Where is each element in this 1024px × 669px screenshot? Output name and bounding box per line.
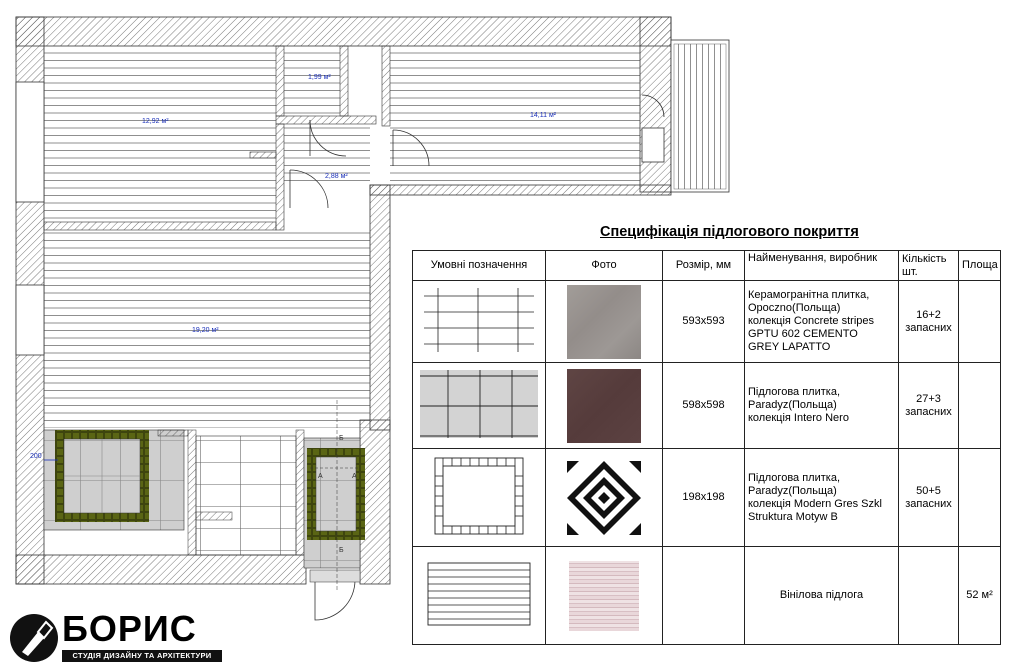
section-mark-a-right: А <box>352 473 357 480</box>
area-label-room-4: 2,88 м² <box>325 173 348 180</box>
qty-note: запасних <box>905 497 952 510</box>
spec-table <box>412 250 1001 645</box>
photo-cell <box>546 449 663 547</box>
qty-cell <box>899 281 959 363</box>
grid-lines-icon <box>424 288 534 352</box>
photo-cell <box>546 363 663 449</box>
symbol-cell <box>413 449 546 547</box>
area-cell <box>959 449 1001 547</box>
bathroom-right <box>304 400 365 590</box>
logo-tagline: СТУДІЯ ДИЗАЙНУ ТА АРХІТЕКТУРИ <box>62 650 222 662</box>
bathroom-middle <box>188 430 304 555</box>
area-label-room-5: 19,20 м² <box>192 327 219 334</box>
brush-logo-icon <box>8 612 60 664</box>
name-line: колекція Intero Nero <box>748 412 849 424</box>
size-cell <box>663 547 745 645</box>
section-mark-b-top: Б <box>339 435 344 442</box>
qty-cell <box>899 547 959 645</box>
name-line: GREY LAPATTO <box>748 341 831 353</box>
bathroom-left <box>44 430 188 530</box>
area-label-room-1: 12,92 м² <box>142 118 169 125</box>
symbol-cell <box>413 281 546 363</box>
table-row <box>413 281 1001 363</box>
name-cell <box>745 547 899 645</box>
name-line: Opoczno(Польща) <box>748 302 841 314</box>
area-label-room-3: 14,11 м² <box>530 112 557 119</box>
header-qty: Кількість шт. <box>899 251 959 281</box>
table-header-row <box>413 251 1001 281</box>
symbol-cell <box>413 363 546 449</box>
qty-cell <box>899 363 959 449</box>
horizontal-planks-icon <box>427 562 531 626</box>
area-cell: 52 м² <box>959 547 1001 645</box>
section-mark-b-bottom: Б <box>339 547 344 554</box>
header-symbol: Умовні позначення <box>413 251 546 281</box>
name-line: колекція Concrete stripes <box>748 315 875 327</box>
bordered-square-icon <box>429 454 529 538</box>
size-cell: 593x593 <box>663 281 745 363</box>
black-white-diamond-tile-photo <box>567 461 641 535</box>
name-line: Підлогова плитка, <box>748 386 840 398</box>
table-row <box>413 449 1001 547</box>
header-size: Розмір, мм <box>663 251 745 281</box>
name-cell <box>745 281 899 363</box>
section-mark-a-left: А <box>318 473 323 480</box>
photo-cell <box>546 281 663 363</box>
balcony <box>671 40 729 192</box>
dimension-label: 200 <box>30 453 42 460</box>
qty-cell <box>899 449 959 547</box>
pink-vinyl-photo <box>569 561 639 631</box>
table-row <box>413 547 1001 645</box>
grey-grid-icon <box>420 370 538 438</box>
qty-note: запасних <box>905 321 952 334</box>
size-cell: 598x598 <box>663 363 745 449</box>
grey-concrete-tile-photo <box>567 285 641 359</box>
dark-brown-tile-photo <box>567 369 641 443</box>
qty-count: 50+5 <box>916 484 941 497</box>
logo-name: БОРИС <box>62 608 197 649</box>
name-cell <box>745 449 899 547</box>
area-cell <box>959 281 1001 363</box>
header-name: Найменування, виробник <box>745 251 899 281</box>
name-line: Paradyz(Польща) <box>748 399 837 411</box>
name-line: Вінілова підлога <box>779 589 864 601</box>
name-line: колекція Modern Gres Szkl <box>748 497 882 510</box>
qty-note: запасних <box>905 405 952 418</box>
qty-count: 16+2 <box>916 308 941 321</box>
area-cell <box>959 363 1001 449</box>
name-line: Підлогова плитка, <box>748 471 840 484</box>
name-cell <box>745 363 899 449</box>
qty-count: 27+3 <box>916 392 941 405</box>
photo-cell <box>546 547 663 645</box>
header-area: Площа <box>959 251 1001 281</box>
spec-title: Специфікація підлогового покриття <box>600 224 859 240</box>
name-line: Paradyz(Польща) <box>748 484 837 497</box>
size-cell: 198x198 <box>663 449 745 547</box>
table-row <box>413 363 1001 449</box>
name-line: Керамогранітна плитка, <box>748 289 870 301</box>
name-line: GPTU 602 CEMENTO <box>748 328 858 340</box>
name-line: Struktura Motyw B <box>748 510 838 523</box>
area-label-room-2: 1,99 м² <box>308 74 331 81</box>
header-photo: Фото <box>546 251 663 281</box>
symbol-cell <box>413 547 546 645</box>
